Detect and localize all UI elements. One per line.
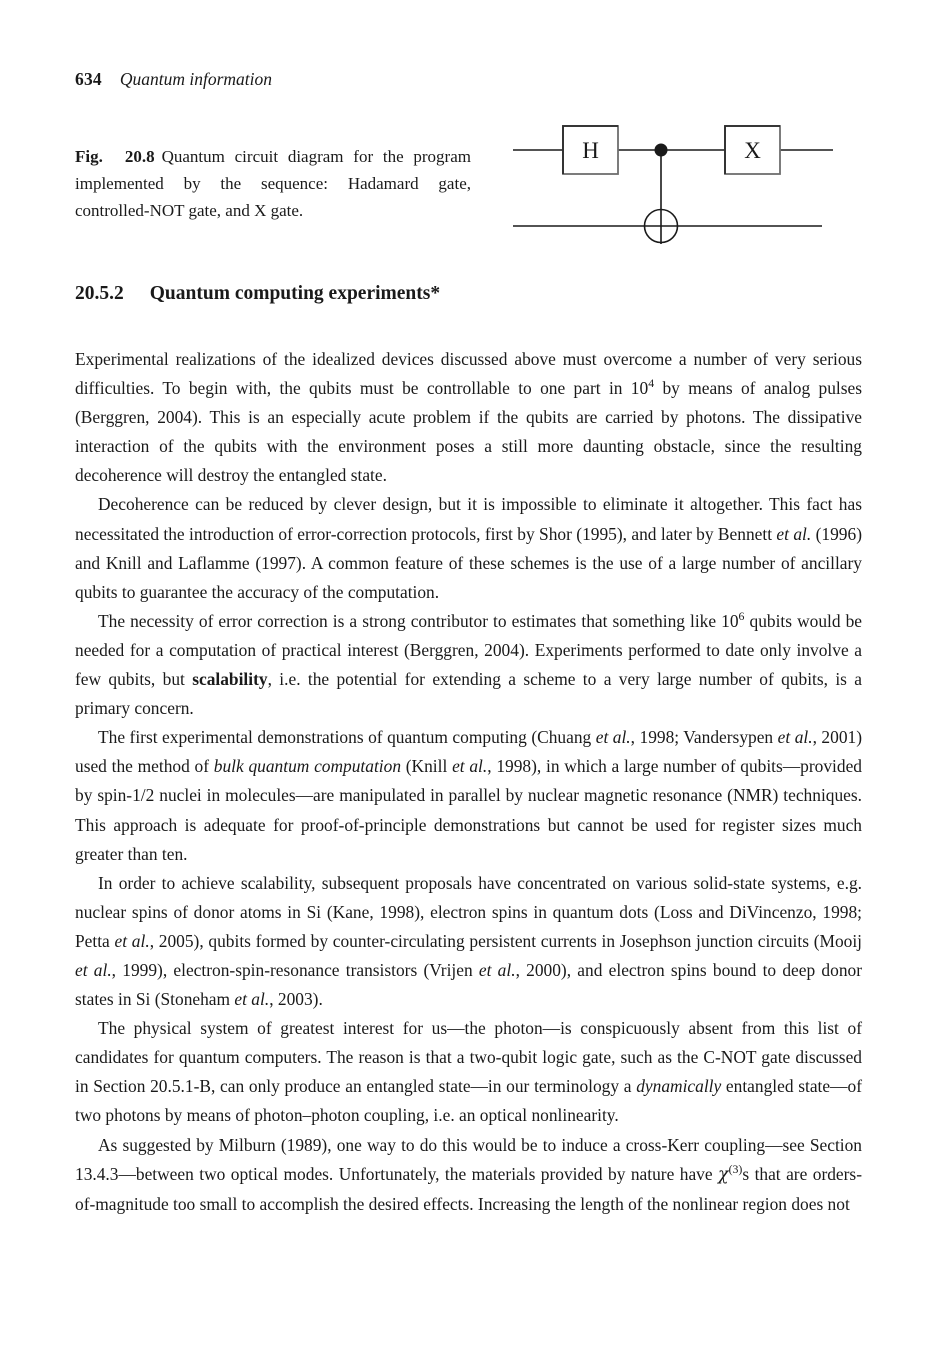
body-text — [75, 345, 862, 1219]
et-al-italic: et al. — [595, 727, 631, 748]
paragraph-3: The necessity of error correction is a strong contributor to estimates that something like $10^6$ qubits would be needed for a computation of practical interest (Berggren, 2004). Experiments performed to date only involve a few qubits, but scalability, i.e. the potential for extending a scheme to a very large number of qubits, is a primary concern. — [75, 609, 863, 719]
paragraph-5: In order to achieve scalability, subsequent proposals have concentrated on various solid-state systems, e.g. nuclear spins of donor atoms in Si (Kane, 1998), electron spins in quantum dots (Loss and DiVincenzo, 1998; Petta et al., 2005), qubits formed by counter-circulating persistent currents in Josephson junction circuits (Mooij et al., 1999), electron-spin-resonance transistors (Vrijen et al., 2000), and electron spins bound to deep donor states in Si (Stoneham et al., 2003). — [75, 872, 863, 1010]
running-head-title: Quantum information — [119, 69, 273, 89]
section-title: Quantum computing experiments* — [149, 283, 441, 304]
et-al-italic: et al. — [234, 989, 270, 1010]
bulk-quantum-computation-italic: bulk quantum computation — [213, 756, 402, 777]
figure-label: Fig. — [75, 147, 103, 166]
et-al-italic: et al. — [75, 959, 112, 980]
quantum-circuit-diagram — [495, 105, 855, 255]
page-number: 634 — [75, 69, 102, 89]
paragraph-4: The first experimental demonstrations of quantum computing (Chuang et al., 1998; Vandersypen et al., 2001) used the method of bulk quantum computation (Knill et al., 1998), in which a large number of qubits—provided by spin-1/2 nuclei in molecules—are manipulated in parallel by nuclear magnetic resonance (NMR) techniques. This approach is adequate for proof-of-principle demonstrations but cannot be used for register sizes much greater than ten. — [75, 727, 862, 864]
control-dot — [655, 144, 668, 157]
chi-symbol: χ — [718, 1164, 729, 1185]
figure-caption — [75, 143, 471, 224]
et-al-italic: et al. — [452, 756, 488, 777]
circuit-svg — [495, 105, 855, 255]
et-al-italic: et al. — [776, 523, 812, 544]
hadamard-gate-label: H — [582, 138, 599, 163]
section-heading — [75, 283, 440, 305]
superscript-4: 4 — [648, 376, 655, 391]
superscript-3: (3) — [728, 1161, 743, 1176]
paragraph-7: As suggested by Milburn (1989), one way to do this would be to induce a cross-Kerr coupling—see Section 13.4.3—between two optical modes. Unfortunately, the materials provided by nature have $\chi^{(3)}s$ that are orders-of-magnitude too small to accomplish the desired effects. Increasing the length of the nonlinear region does not — [75, 1134, 862, 1214]
pauli-x-gate-label: X — [744, 138, 761, 163]
paragraph-6: The physical system of greatest interest for us—the photon—is conspicuously absent from this list of candidates for quantum computers. The reason is that a two-qubit logic gate, such as the C-NOT gate discussed in Section 20.5.1-B, can only produce an entangled state—in our terminology a dynamically entangled state—of two photons by means of photon–photon coupling, i.e. an optical nonlinearity. — [75, 1018, 862, 1126]
dynamically-italic: dynamically — [636, 1076, 722, 1097]
pauli-x-gate — [725, 126, 780, 174]
et-al-italic: et al. — [478, 959, 516, 980]
figure-caption-text: Quantum circuit diagram for the program implemented by the sequence: Hadamard gate, controlled-NOT gate, and X gate. — [75, 147, 471, 220]
paragraph-2: Decoherence can be reduced by clever design, but it is impossible to eliminate it altogether. This fact has necessitated the introduction of error-correction protocols, first by Shor (1995), and later by Bennett et al. (1996) and Knill and Laflamme (1997). A common feature of these schemes is the use of a large number of ancillary qubits to guarantee the accuracy of the computation. — [75, 494, 862, 602]
et-al-italic: et al. — [777, 727, 813, 748]
et-al-italic: et al. — [114, 930, 150, 951]
section-number: 20.5.2 — [75, 283, 124, 304]
superscript-6: 6 — [738, 609, 745, 624]
paragraph-1: Experimental realizations of the idealized devices discussed above must overcome a number of very serious difficulties. To begin with, the qubits must be controllable to one part in $10^4$ by means of analog pulses (Berggren, 2004). This is an especially acute problem if the qubits are carried by photons. The dissipative interaction of the qubits with the environment poses a still more daunting obstacle, since the resulting decoherence will destroy the entangled state. — [75, 349, 862, 486]
running-head — [75, 69, 272, 90]
hadamard-gate — [563, 126, 618, 174]
figure-number: 20.8 — [124, 147, 155, 166]
scalability-bold: scalability — [192, 669, 268, 690]
